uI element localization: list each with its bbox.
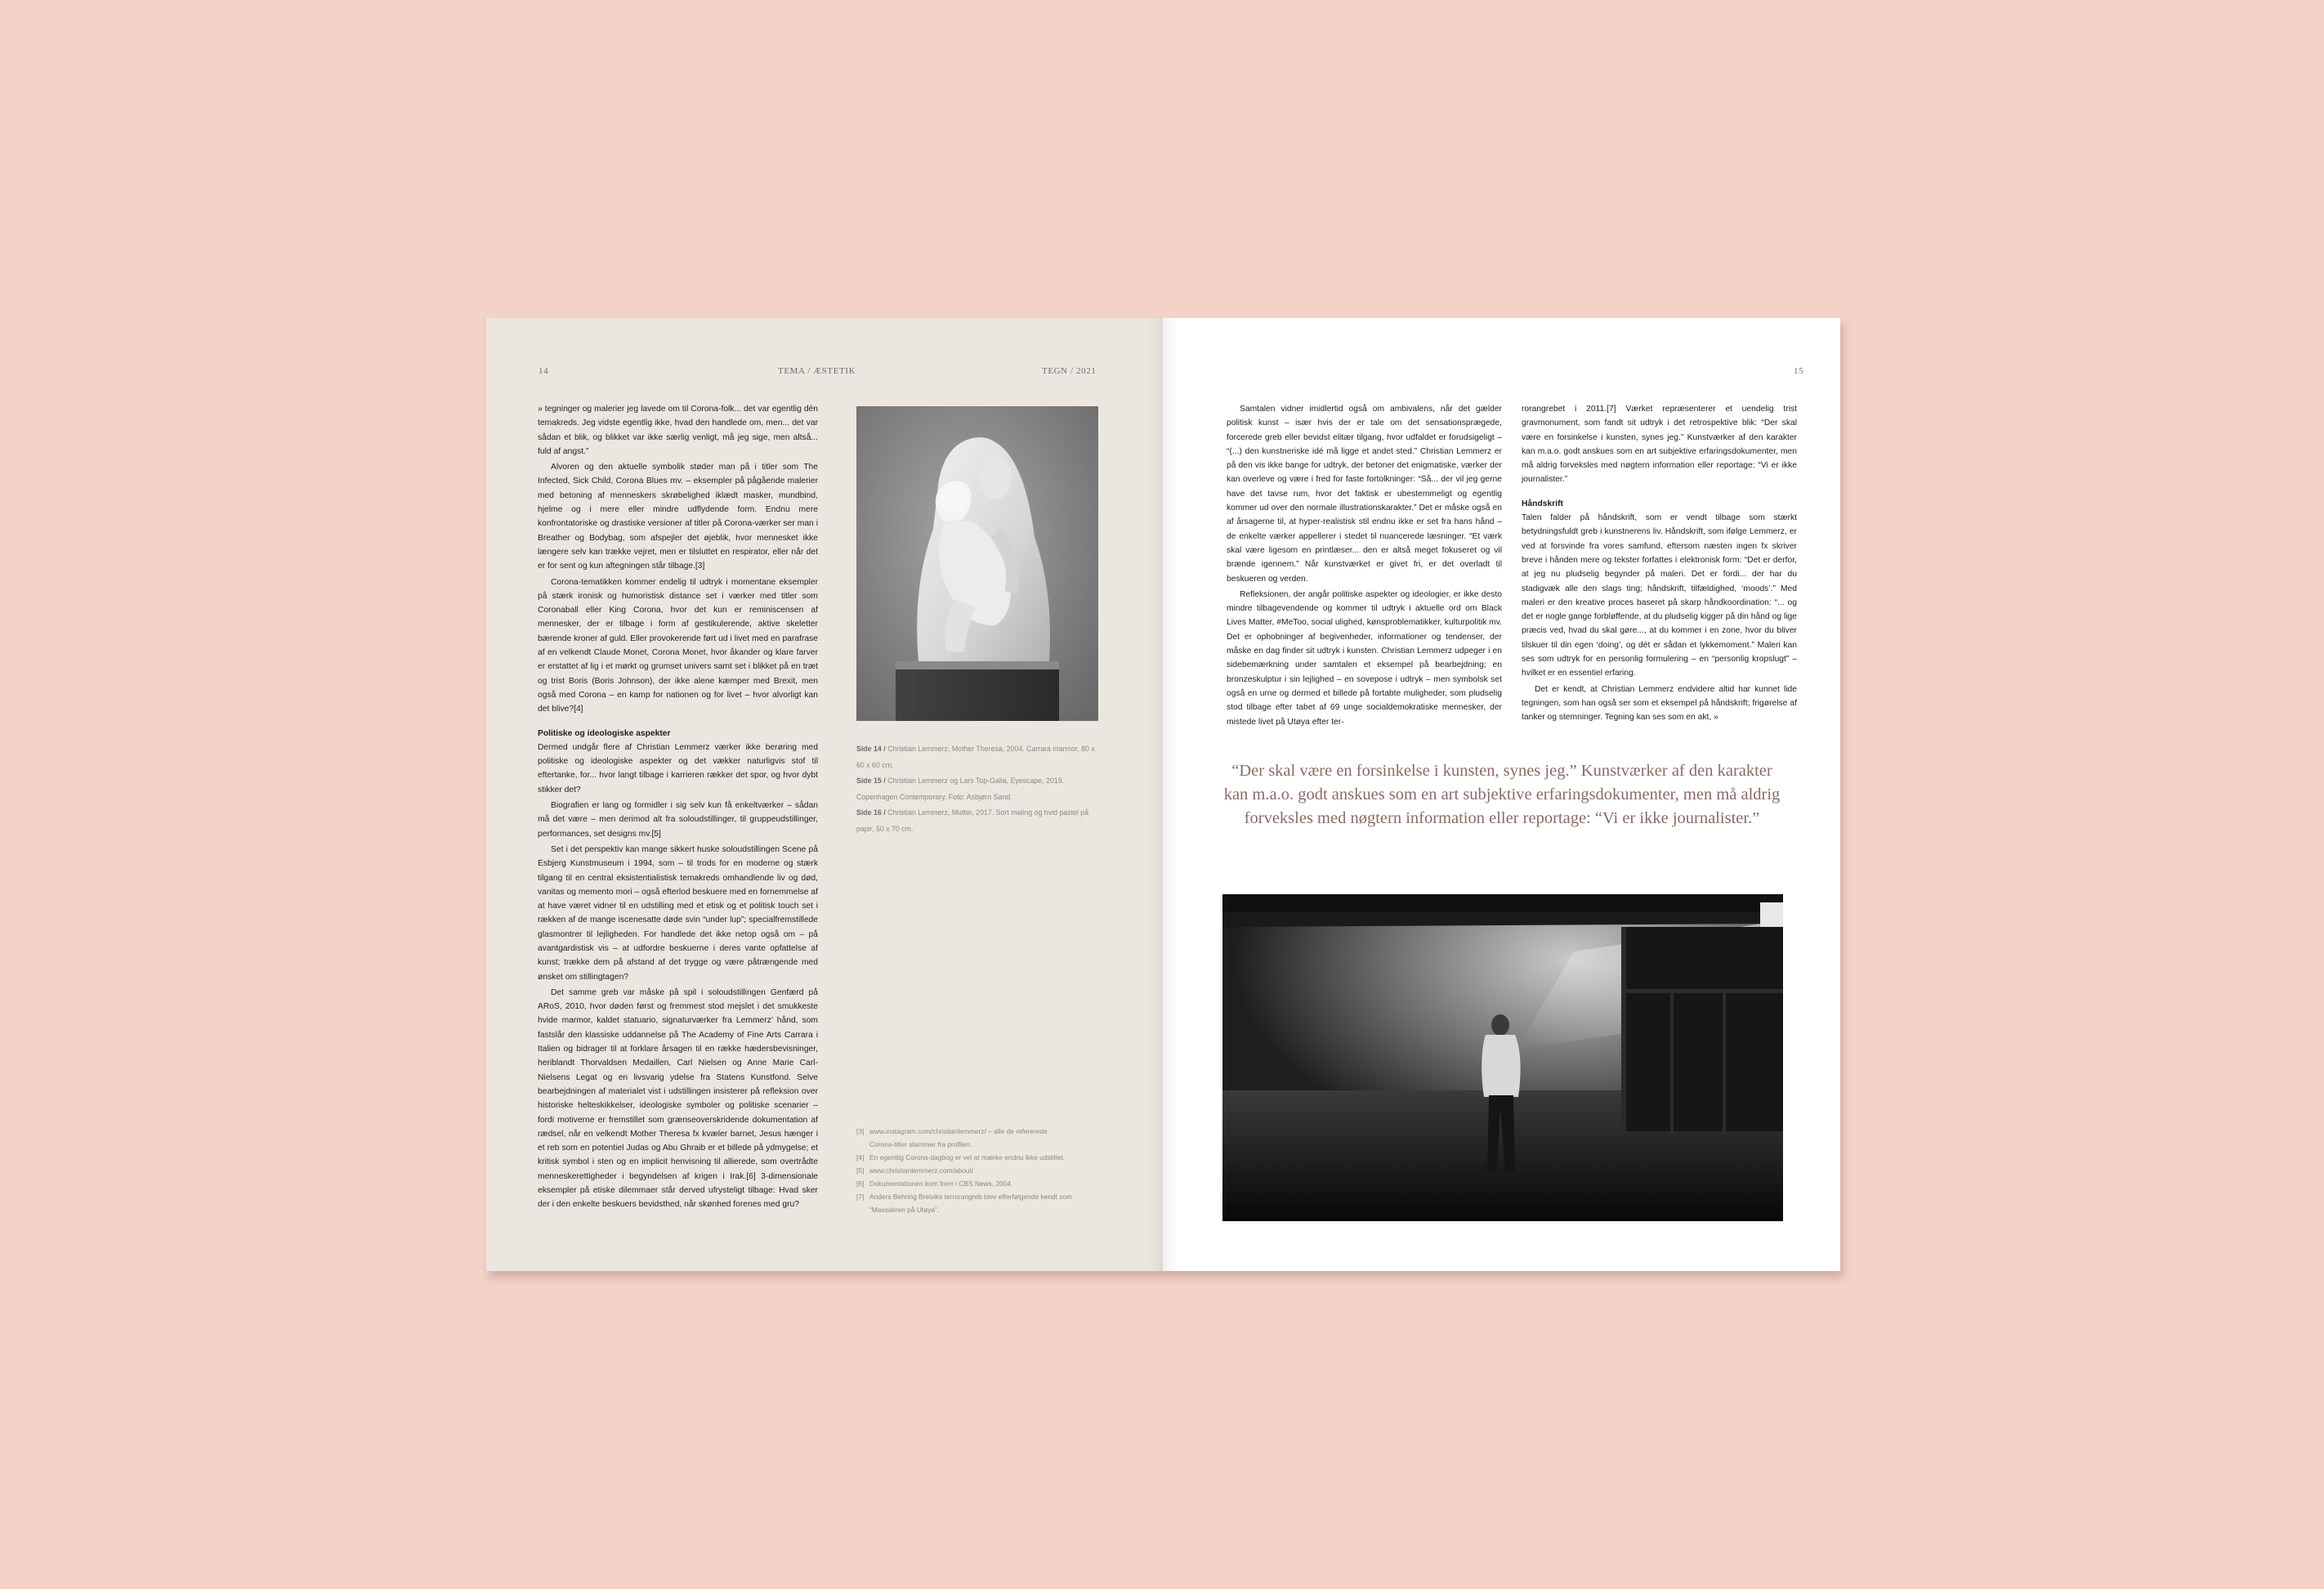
magazine-spread [486, 318, 1840, 1271]
footnote-line [856, 1138, 1118, 1151]
image-captions [856, 741, 1102, 837]
paragraph: Biografien er lang og formidler i sig selv kun få enkeltværker – sådan må det være – men derimod alt fra soloudstillinger, til gruppeudstillinger, performances, set designs mv.[5] [538, 801, 818, 839]
caption-text: Christian Lemmerz, Mother Theresa, 2004. Carrara marmor, 80 x 60 x 60 cm. [856, 745, 1095, 769]
caption-entry [856, 773, 1102, 805]
magazine-header: TEGN / 2021 [1042, 366, 1097, 376]
footnote-line [856, 1190, 1118, 1203]
left-page [486, 318, 1163, 1271]
paragraph: » tegninger og malerier jeg lavede om til Corona-folk... det var egentlig dén temakreds. Jeg vidste egentlig ikke, hvad den handlede om, men... det var sådan et blik, og blikket var ikke særlig venligt, må jeg sige, men altså... fuld af angst.” [538, 405, 818, 456]
paragraph: Set i det perspektiv kan mange sikkert huske soloudstillingen Scene på Esbjerg Kunstmuseum i 1994, som – til trods for en moderne og stærk tilgang til en central eksistentialistisk temakreds omhandlende liv og død, vanitas og memento mori – også efterlod beskuere med en fornemmelse af at have været vidner til en udstilling med et etisk og et politisk touch set i rækken af de mange iscenesatte døde svin “under lup”; specialfremstillede glasmontrer til lejligheden. For handlede det ikke netop også om – på avantgardistisk vis – at udfordre beskuerne i deres vante opfattelse af kunst; trække dem på afstand af det trygge og være påtrængende med ønsket om stillingtagen? [538, 844, 818, 982]
footnote-text: www.instagram.com/christianlemmerz/ – alle de refererede [869, 1127, 1048, 1135]
footnote-line [856, 1164, 1118, 1177]
paragraph: Talen falder på håndskrift, som er vendt tilbage som stærkt betydningsfuldt greb i kunstnerens liv. Håndskrift, som ifølge Lemmerz, er ved at forsvinde fra vores samfund, eftersom næsten ingen fx skriver breve i hånden mere og tekster forfattes i elektronisk form: “Det er derfor, at jeg nu pludselig begynder på maleri. Det er fordi... der har du stadigvæk alle den slags ting; håndskrift, tilfældighed, ‘moods’.” Med maleri er den kreative proces baseret på skarp håndkoordination: “... og det er nogle gange forbløffende, at du pludselig kigger på din hånd og lige præcis ved, hvad du skal gøre..., at du kommer i en zone, hvor du bliver tilskuer til din egen ‘doing’, og dét er sådan et lykkemoment.” Maleri kan ses som udtryk for en personlig formulering – en “personlig kropslugt” – hvilket er en essentiel erfaring. [1522, 513, 1797, 678]
section-header: TEMA / ÆSTETIK [778, 366, 856, 376]
caption-text: Christian Lemmerz, Mutter, 2017. Sort maling og hvid pastel på papir, 50 x 70 cm. [856, 808, 1089, 833]
footnote-text: En egentlig Corona-dagbog er vel at mærke endnu ikke udstillet. [869, 1153, 1065, 1162]
footnote-text: Corona-titler stammer fra profilen. [869, 1140, 972, 1148]
sculpture-photo [856, 406, 1098, 721]
page-number-right: 15 [1794, 366, 1804, 376]
installation-photo [1222, 894, 1783, 1221]
footnote-line [856, 1125, 1118, 1138]
body-text-column-1 [1227, 402, 1502, 731]
footnote-number: [4] [856, 1153, 865, 1162]
body-text-column-2 [1522, 402, 1797, 727]
caption-entry [856, 741, 1102, 773]
paragraph: Det samme greb var måske på spil i soloudstillingen Genfærd på ARoS, 2010, hvor døden først og fremmest stod mejslet i det smukkeste hvide marmor, kaldet statuario, signaturværker fra Lemmerz’ hånd, som fastslår den klassiske uddannelse på The Academy of Fine Arts Carrara i Italien og bidrager til at forklare årsagen til en række hædersbevisninger, heriblandt Thorvaldsen Medaillen, Carl Nielsen og Anne Marie Carl-Nielsens Legat og en livsvarig ydelse fra Statens Kunstfond. Selve bearbejdningen af materialet vist i udstillingen insisterer på refleksion over historiske helteskikkelser, ideologiske symboler og politiske scenarier – fordi motiverne er fremstillet som grænseoverskridende dokumentation af rædsel, når en velkendt Mother Theresa fx kvæler barnet, Jesus hænger i et reb som en potentiel Judas og Abu Ghraib er et billede på ydmygelse; et kritisk symbol i sten og en implicit henvisning til allierede, som overtrådte menneskerettigheder i begyndelsen af krigen i Irak.[6] 3-dimensionale eksempler på etiske dilemmaer står derved ufrysteligt tilbage: Hvad sker der i den enkelte beskuers bevidsthed, når skønhed forenes med gru? [538, 987, 818, 1210]
paragraph: Dermed undgår flere af Christian Lemmerz værker ikke berøring med politiske og ideologiske aspekter og det vækker naturligvis stof til eftertanke, for... hvor langt tilbage i karrieren rækker det spor, og hvor dybt stikker det? [538, 742, 818, 794]
footnote-line [856, 1203, 1118, 1216]
footnote-line [856, 1151, 1118, 1164]
footnote-text: “Massakren på Utøya”. [869, 1206, 940, 1214]
paragraph: Corona-tematikken kommer endelig til udtryk i momentane eksempler på stærk ironisk og humoristisk distance set i værker med titler som Coronaball eller King Corona, hvor det kun er reminiscensen af mennesker, der er tilbage i form af gestikulerende, aktive skeletter bærende kroner af guld. Eller provokerende ført ud i livet med en parafrase af en velkendt Claude Monet, Corona Monet, hvor åkander og klare farver er erstattet af lig i et mørkt og grumset univers samt set i blikket på en træt og trist Boris (Boris Johnson), der ikke alene kæmper med Brexit, men også med Corona – en kamp for nationen og for livet – hvor alvorligt kan det blive?[4] [538, 577, 818, 714]
eyescape-installation-image [1222, 894, 1783, 1221]
paragraph: Det er kendt, at Christian Lemmerz endvidere altid har kunnet lide tegningen, som han også ser som et eksempel på håndskrift; frigørelse af tanker og stemninger. Tegning kan ses som en akt, » [1522, 684, 1797, 723]
paragraph: Alvoren og den aktuelle symbolik støder man på i titler som The Infected, Sick Child, Corona Blues mv. – eksempler på pågående malerier med betoning af menneskers skrøbelighed iklædt masker, mundbind, hjelme og i mere eller mindre udflydende form. Endnu mere konfrontatoriske og drastiske versioner af titler på Corona-værker ser man i Breather og Bodybag, som afspejler det øjeblik, hvor mennesket ikke længere selv kan trække vejret, men er tilsluttet en respirator, eller når det er for sent og kun aftegningen står tilbage.[3] [538, 463, 818, 571]
right-page [1163, 318, 1840, 1271]
footnote-text: Dokumentationen kom frem i CBS News, 2004. [869, 1179, 1013, 1188]
footnote-text: www.christianlemmerz.com/about/ [869, 1166, 974, 1175]
caption-label: Side 15 / [856, 777, 888, 785]
subheading: Politiske og ideologiske aspekter [538, 728, 671, 738]
caption-text: Christian Lemmerz og Lars Top-Galia, Eyescape, 2019. Copenhagen Contemporary. Foto: Asbjørn Sand. [856, 777, 1065, 801]
page-number: 14 [539, 366, 549, 376]
paragraph: Samtalen vidner imidlertid også om ambivalens, når det gælder politisk kunst – især hvis der er tale om det sensationsprægede, forcerede greb eller bevidst elitær tilgang, hvor udfaldet er forudsigeligt – “(...) den kunstneriske idé må ligge et andet sted.” Christian Lemmerz er på den vis ikke bange for udtryk, der betoner det enigmatiske, værker der kan overleve og være i fred for faste fortolkninger: “Så... der vil jeg gerne have det tavse rum, hvor det faktisk er ubestemmeligt og egentlig kommer ud over den normale illustrationskarakter.” Det er måske også en af årsagerne til, at hyper-realistisk stil endnu ikke er set fra hans hånd – de enkelte værker appellerer i stedet til nuancerede læsninger. “Et værk skal være ligesom en printlæser... den er altså meget fokuseret og vil brænde igennem.” Når kunstværket er givet fri, er det overladt til beskueren og verden. [1227, 405, 1502, 584]
footnote-number: [7] [856, 1193, 865, 1201]
footnotes [856, 1125, 1118, 1216]
footnote-number: [3] [856, 1127, 865, 1135]
caption-label: Side 16 / [856, 808, 888, 817]
mother-theresa-sculpture-image [856, 406, 1098, 721]
subheading: Håndskrift [1522, 499, 1563, 508]
caption-entry [856, 805, 1102, 837]
footnote-line [856, 1177, 1118, 1190]
pull-quote: “Der skal være en forsinkelse i kunsten, synes jeg.” Kunstværker af den karakter kan m.a.o. godt anskues som en art subjektive erfaringsdokumenter, men må aldrig forveksles med nøgtern information eller reportage: “Vi er ikke journalister.” [1223, 762, 1781, 827]
footnote-text: Anders Behring Breiviks terrorangreb blev efterfølgende kendt som [869, 1193, 1073, 1201]
caption-label: Side 14 / [856, 745, 888, 753]
footnote-number: [6] [856, 1179, 865, 1188]
body-text-column [538, 402, 818, 1214]
paragraph: Refleksionen, der angår politiske aspekter og ideologier, er ikke desto mindre tilbagevendende og kommer til udtryk i aktuelle ord om Black Lives Matter, #MeToo, social ulighed, kønsproblematikker, kulturpolitik mv. Det er ophobninger af begivenheder, informationer og tendenser, der måske en dag finder sit udtryk i kunsten. Christian Lemmerz udpeger i en sidebemærkning under samtalen et eksempel på bearbejdning; en bronzeskulptur i sin lejlighed – en sovepose i udtryk – men symbolsk set også en urne og dermed et billede på fortabte muligheder, som pludselig stod tilbage efter tabet af 69 unge socialdemokratiske mennesker, der mistede livet på Utøya efter ter- [1227, 589, 1502, 727]
paragraph: rorangrebet i 2011.[7] Værket repræsenterer et uendelig trist gravmonument, som fandt sit udtryk i det retrospektive blik: “Der skal være en forsinkelse i kunsten, synes jeg.” Kunstværker af den karakter kan m.a.o. godt anskues som en art subjektive erfaringsdokumenter, men må aldrig forveksles med nøgtern information eller reportage: “Vi er ikke journalister.” [1522, 405, 1797, 485]
footnote-number: [5] [856, 1166, 865, 1175]
